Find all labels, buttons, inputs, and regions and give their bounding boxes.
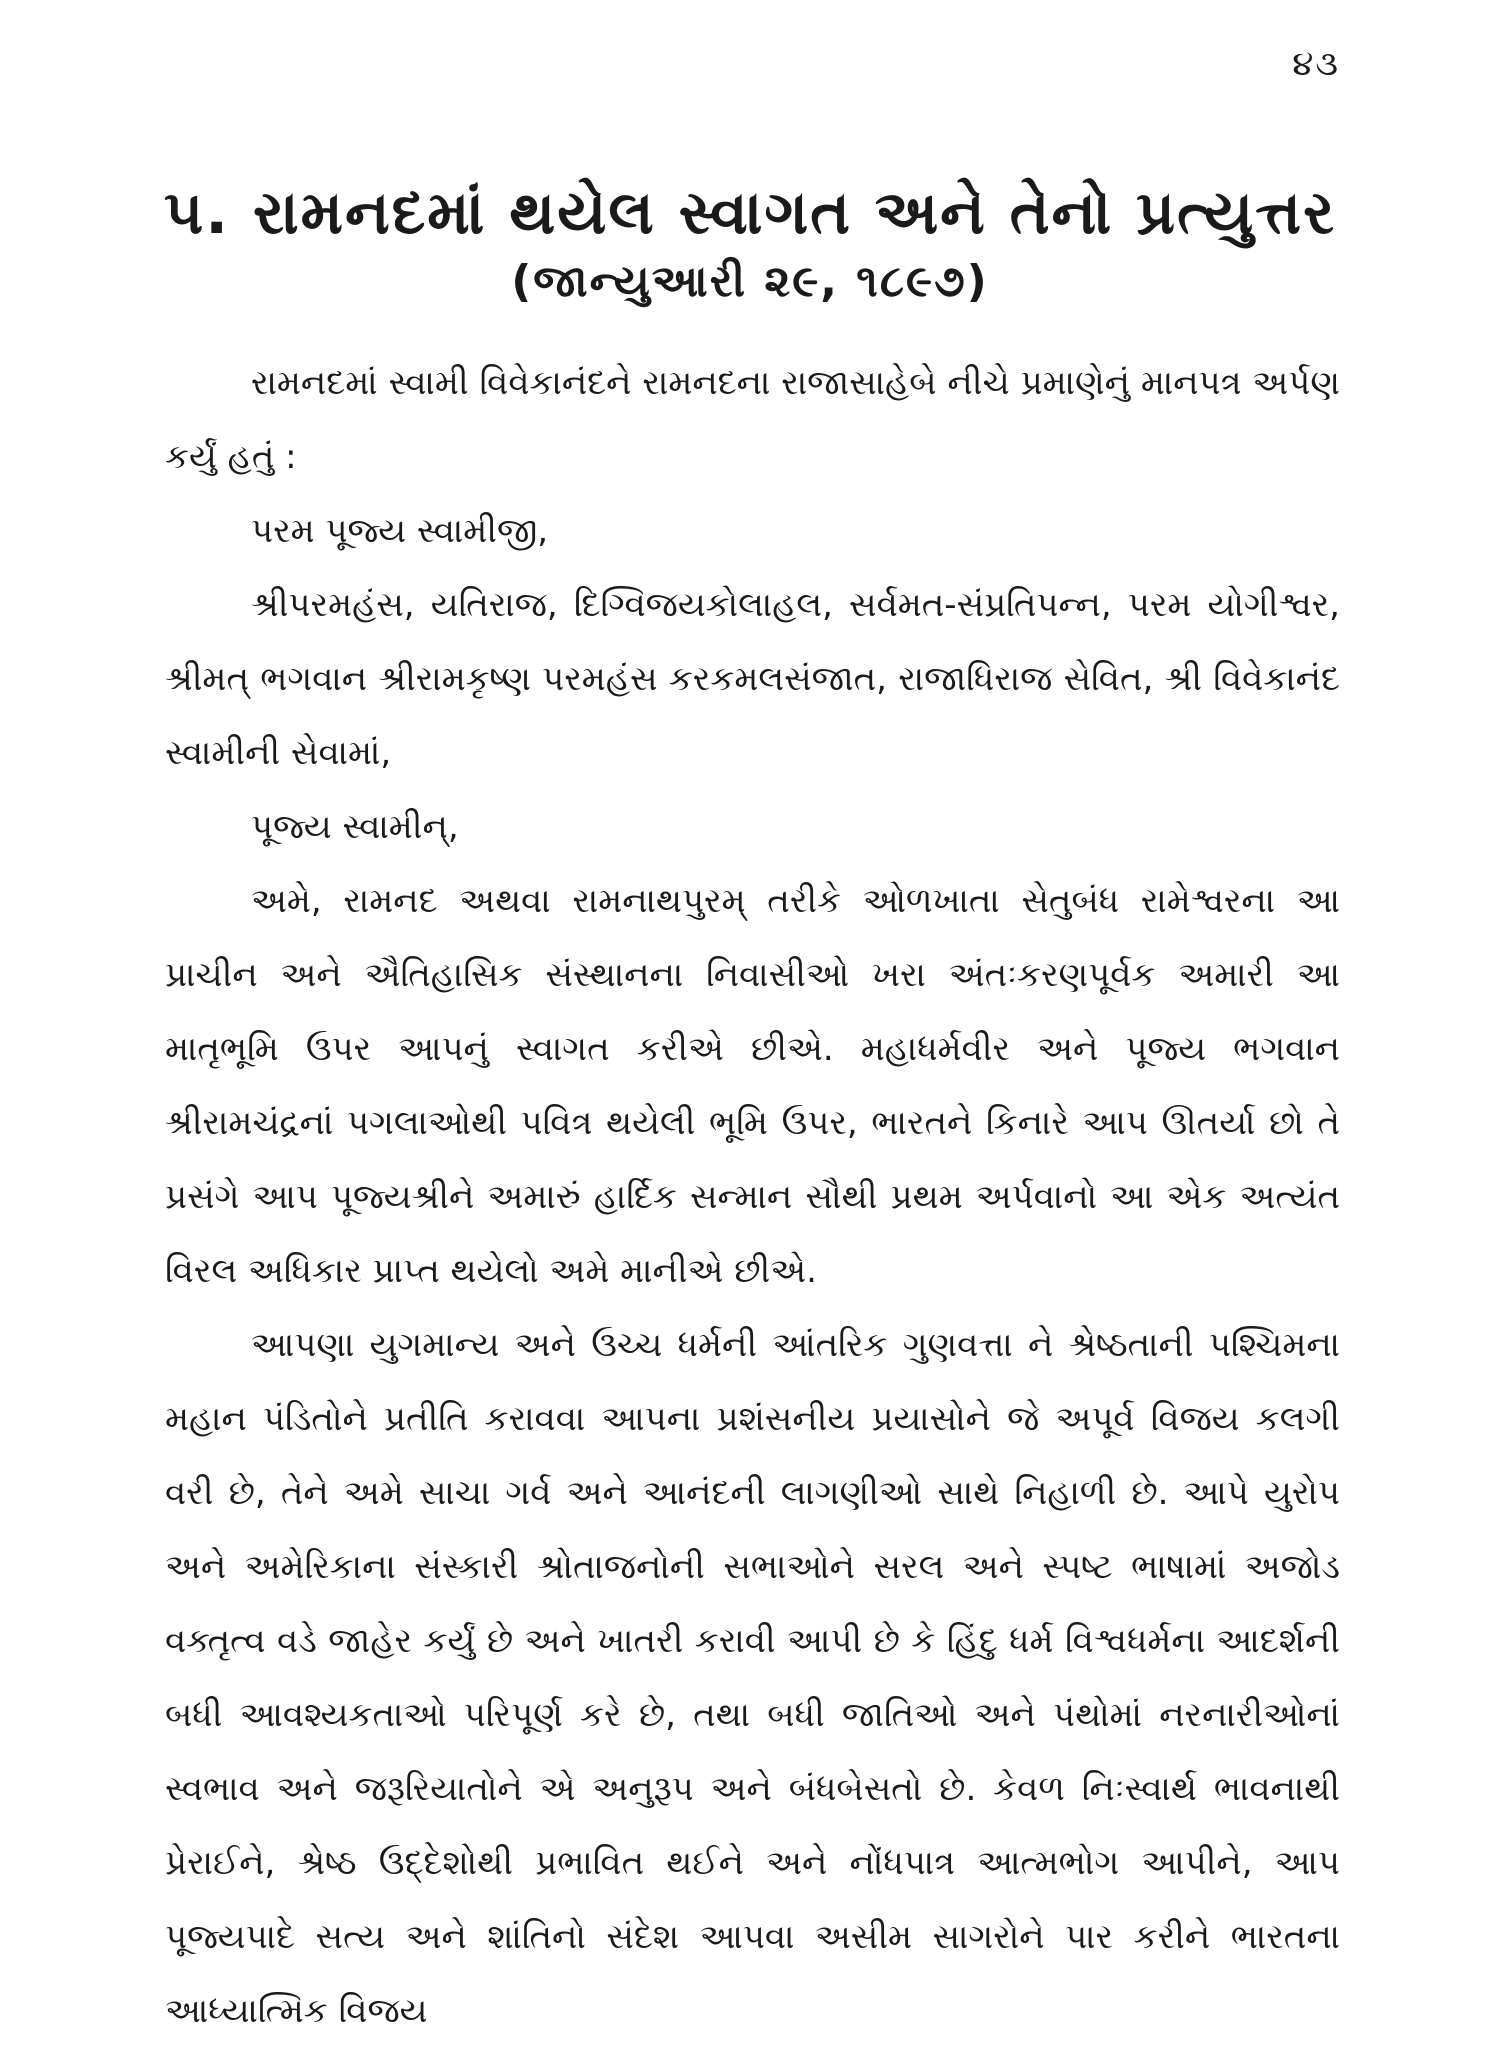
body-text — [165, 346, 1340, 2048]
chapter-title: ૫. રામનદમાં થયેલ સ્વાગત અને તેનો પ્રત્યુત્તર — [163, 178, 1337, 248]
page-number: ૪૩ — [1292, 44, 1340, 84]
salutation-line: પરમ પૂજ્ય સ્વામીજી, — [251, 511, 549, 551]
chapter-date: (જાન્યુઆરી ૨૯, ૧૮૯૭) — [511, 256, 989, 307]
praise-paragraph: આપણા યુગમાન્ય અને ઉચ્ચ ધર્મની આંતરિક ગુણવત્તા ને શ્રેષ્ઠતાની પશ્ચિમના મહાન પંડિતોને પ્રતીતિ કરાવવા આપના પ્રશંસનીય પ્રયાસોને જે અપૂર્વ વિજય કલગી વરી છે, તેને અમે સાચા ગર્વ અને આનંદની લાગણીઓ સાથે નિહાળી છે. આપે યુરોપ અને અમેરિકાના સંસ્કારી શ્રોતાજનોની સભાઓને સરલ અને સ્પષ્ટ ભાષામાં અજોડ વક્તૃત્વ વડે જાહેર કર્યું છે અને ખાતરી કરાવી આપી છે કે હિંદુ ધર્મ વિશ્વધર્મના આદર્શની બધી આવશ્યકતાઓ પરિપૂર્ણ કરે છે, તથા બધી જાતિઓ અને પંથોમાં નરનારીઓનાં સ્વભાવ અને જરૂરિયાતોને એ અનુરૂપ અને બંધબેસતો છે. કેવળ નિઃસ્વાર્થ ભાવનાથી પ્રેરાઈને, શ્રેષ્ઠ ઉદ્દેશોથી પ્રભાવિત થઈને અને નોંધપાત્ર આત્મભોગ આપીને, આપ પૂજ્યપાદે સત્ય અને શાંતિનો સંદેશ આપવા અસીમ સાગરોને પાર કરીને ભારતના આધ્યાત્મિક વિજય — [165, 1325, 1340, 2031]
address-paragraph: શ્રીપરમહંસ, યતિરાજ, દિગ્વિજયકોલાહલ, સર્વમત-સંપ્રતિપન્ન, પરમ યોગીશ્વર, શ્રીમત્ ભગવાન શ્રીરામકૃષ્ણ પરમહંસ કરકમલસંજાત, રાજાધિરાજ સેવિત, શ્રી વિવેકાનંદ સ્વામીની સેવામાં, — [165, 585, 1340, 773]
salutation-line-2: પૂજ્ય સ્વામીન્, — [251, 807, 459, 847]
welcome-paragraph: અમે, રામનદ અથવા રામનાથપુરમ્ તરીકે ઓળખાતા સેતુબંધ રામેશ્વરના આ પ્રાચીન અને ઐતિહાસિક સંસ્થાનના નિવાસીઓ ખરા અંતઃકરણપૂર્વક અમારી આ માતૃભૂમિ ઉપર આપનું સ્વાગત કરીએ છીએ. મહાધર્મવીર અને પૂજ્ય ભગવાન શ્રીરામચંદ્રનાં પગલાઓથી પવિત્ર થયેલી ભૂમિ ઉપર, ભારતને કિનારે આપ ઊતર્યા છો તે પ્રસંગે આપ પૂજ્યશ્રીને અમારું હાર્દિક સન્માન સૌથી પ્રથમ અર્પવાનો આ એક અત્યંત વિરલ અધિકાર પ્રાપ્ત થયેલો અમે માનીએ છીએ. — [165, 881, 1340, 1291]
intro-paragraph: રામનદમાં સ્વામી વિવેકાનંદને રામનદના રાજાસાહેબે નીચે પ્રમાણેનું માનપત્ર અર્પણ કર્યું હતું : — [165, 363, 1340, 477]
